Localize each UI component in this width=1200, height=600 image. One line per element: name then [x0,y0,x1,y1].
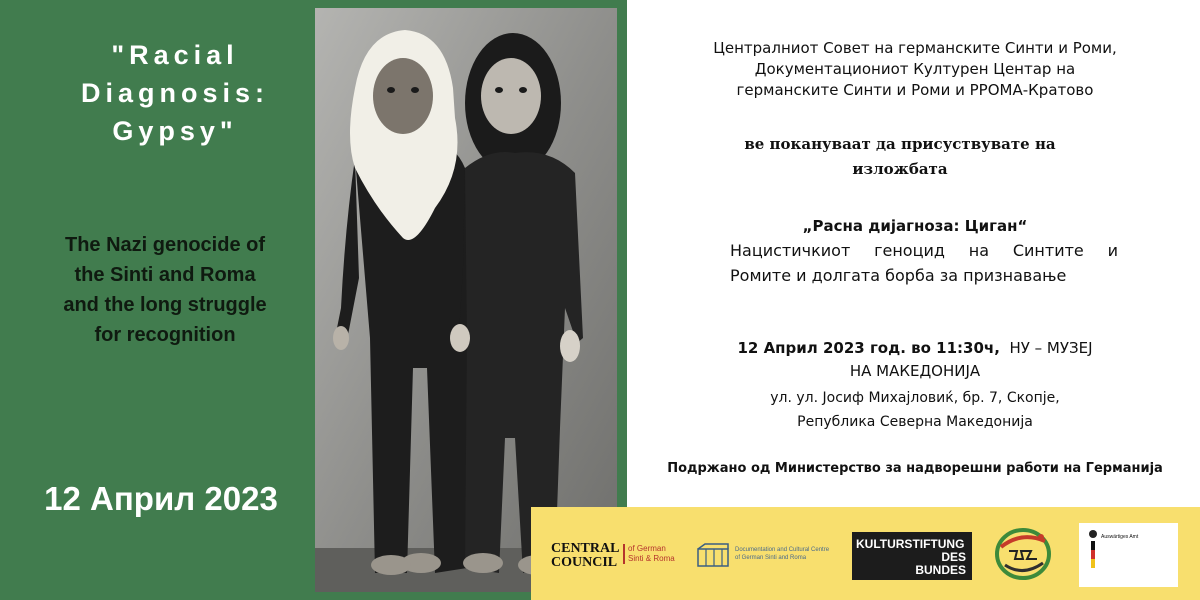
kultur-line: KULTURSTIFTUNG [856,537,965,551]
rroma-emblem-icon [991,525,1055,583]
photo-two-girls [315,8,620,592]
kultur-line: BUNDES [915,563,966,577]
org-line: Централниот Совет на германските Синти и Роми, [713,39,1117,57]
event-date-large: 12 Април 2023 [44,480,278,517]
auswaertiges-amt-logo [1079,523,1178,587]
documentation-centre-logo [697,543,830,571]
exhibition-title-english [40,36,310,150]
auswaertiges-amt-label: Auswärtiges Amt [1101,534,1139,540]
exhibition-description-line: Ромите и долгата борба за признавање [730,266,1067,285]
rroma-kratovo-logo [991,525,1055,587]
documentation-centre-icon [697,543,729,567]
cc-subtitle [623,544,675,564]
cc-line: COUNCIL [551,555,618,570]
kultur-line: DES [941,550,966,564]
subtitle-line: and the long struggle [63,294,267,316]
subtitle-line: The Nazi genocide of [64,234,266,256]
venue-part-2: НА МАКЕДОНИЈА [849,362,981,380]
invite-line: изложбата [852,160,948,178]
support-note: Подржано од Министерство за надворешни работи на Германија [667,461,1163,476]
central-council-logo [551,541,675,570]
partner-logos-bar [531,507,1200,600]
cc-sub-line: Sinti & Roma [628,554,675,563]
datetime-text: 12 Април 2023 год. во 11:30ч, [737,339,1000,357]
org-line: Документациониот Културен Центар на [754,60,1076,78]
title-line: Diagnosis: [80,78,270,108]
venue-part-1: НУ – МУЗЕЈ [1009,339,1093,357]
org-line: германските Синти и Роми и РРОМА-Кратово [736,81,1094,99]
address-line: ул. ул. Јосиф Михајловиќ, бр. 7, Скопје, [770,390,1060,406]
exhibition-title-macedonian: „Расна дијагноза: Циган“ [802,217,1028,235]
historical-photo [315,8,620,592]
eagle-flag-icon [1087,529,1099,569]
exhibition-description-line: Нацистичкиот геноцид на Синтите и [730,241,1118,260]
invitation-text [690,132,1110,182]
doc-centre-name [735,546,829,562]
doc-line: of German Sinti and Roma [735,555,807,561]
kulturstiftung-logo [852,532,972,580]
organizers-text [650,38,1180,101]
doc-line: Documentation and Cultural Centre [735,547,830,553]
address-line: Република Северна Македонија [797,414,1033,430]
cc-line: CENTRAL [551,541,620,556]
title-line: "Racial [111,40,239,70]
exhibition-subtitle-english [30,230,300,350]
cc-sub-line: of German [628,544,666,553]
subtitle-line: for recognition [94,324,236,346]
subtitle-line: the Sinti and Roma [74,264,256,286]
event-datetime [650,337,1180,360]
title-line: Gypsy" [112,116,238,146]
invite-line: ве покануваат да присуствувате на [744,135,1056,153]
